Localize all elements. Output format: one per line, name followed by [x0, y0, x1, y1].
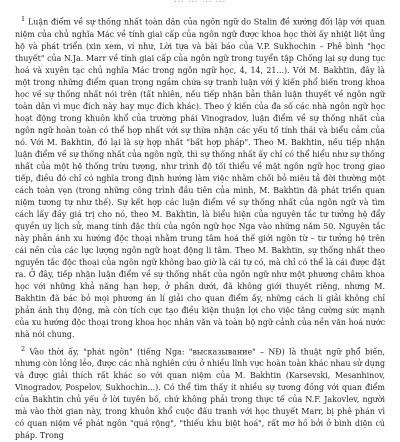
footnote-marker-2: 2 [21, 344, 26, 353]
footnotes-area [15, 13, 385, 442]
running-title: ... ... ... ... [174, 0, 226, 5]
footnote-1 [15, 13, 385, 341]
footnote-1-text: Luận điểm về sự thống nhất toàn dân của ngôn ngữ do Stalin đề xướng đối lập với quan niệm của chủ nghĩa Mác về tính giai cấp của ngôn ngữ được khoa học thời ấy nhiệt liệt ủng hộ và phát triển (xin xem, ví như, Lời tựa và bài báo của V.P. Sukhochin – Phê bình "học thuyết" của N.Ja. Marr về tính giai cấp của ngôn ngữ trong tuyển tập Chống lại sự dung tục hoá và xuyên tạc chủ nghĩa Mác trong ngôn ngữ học, 4, 14, 21...). Với M. Bakhtin, đây là một trong những điểm quan trọng ngầm chứa sự tranh luận với ý kiến phổ biến trong khoa học về sự thống nhất nói trên (tất nhiên, nếu tiếp nhận bản thân luận thuyết về ngôn ngữ toàn dân vì mục đích này hay mục đích khác). Theo ý kiến của đa số các nhà ngôn ngữ học hoạt động trong khuôn khổ của trường phái Vinogradov, luận điểm về sự thống nhất của ngôn ngữ hoàn toàn có thể hợp nhất với sự thừa nhận các yếu tố tính thái và biểu cảm của nó. Với M. Bakhtin, đó lại là sự hợp nhất "bất hợp pháp". Theo M. Bakhtin, nếu tiếp nhận luận điểm về sự thống nhất của ngôn ngữ, thì sự thống nhất ấy chỉ có thể hiểu như sự thống nhất của một hệ thống trừu tượng, như trình độ tối thiểu về mặt ngôn ngữ học trong giao tiếp, điều đó chỉ có nghĩa trong định hướng làm việc nhằm chối bỏ miêu tả đời thường một cách toàn vẹn (trong những công trình đầu tiên của mình, M. Bakhtin đã phát triển quan niệm tương tự như thế). Sự kết hợp các luận điểm về sự thống nhất của ngôn ngữ và tìm cách lấy đầy giá trị cho nó, theo M. Bakhtin, là biểu hiện của nguyên tắc tư tưởng hệ đẩy quyền uy lịch sử, mang tính đặc thù của ngôn ngữ học Nga vào những năm 50. Nguyên tắc này phản ánh xu hướng độc thoại nhằm trung tâm hoá thế giới ngôn từ – tư tưởng hệ trên cái nền của các lực lượng ngôn ngữ hoạt động li tâm. Theo M. Bakhtin, sự thống nhất theo nguyên tắc độc thoại của ngôn ngữ không bao giờ là cái tự có, mà chỉ có thể là cái được đặt ra. Ở đây, tiếp nhận luận điểm về sự thống nhất của ngôn ngữ như một phương châm khoa học với những khả năng hạn hẹp, ở phần dưới, đã không giới thuyết riêng, nhưng M. Bakhtin đã bác bỏ mọi phương án lí giải cho quan điểm ấy, những cách lí giải không chỉ phản ánh thụ động, mà còn tích cực tạo điều kiện thuận lợi cho việc tăng cường sức mạnh của xu hướng độc thoại trong khoa học nhân văn và toàn bộ ngữ cảnh của nền văn hoá nước nhà nói chung. [15, 17, 385, 339]
running-header [0, 0, 400, 9]
footnote-marker-1: 1 [21, 15, 26, 23]
footnote-2-text: Vào thời ấy, "phát ngôn" (tiếng Nga: "высказывание" – NĐ) là thuật ngữ phổ biến, nhưng còn lỏng lẻo, được các nhà nghiên cứu ở nhiều lĩnh vực hoàn toàn khác nhau sử dụng và được giải thích rất khác so với quan niệm của M. Bakhtin (Karsevski, Mesanhinov, Vinogradov, Pospelov, Sukhochin...). Có thể tìm thấy ít nhiều sự tương đồng với quan điểm của Bakhtin chủ yếu ở lời tuyên bố, chứ không phải trong thực tế của N.F. Jakovlev, người mà vào thời gian này, trong khuôn khổ cuộc đấu tranh với học thuyết Marr, bị phê phán vì có quan niệm về phát ngôn "quá rộng", "thiếu khu biệt hoá", rất mơ hồ bởi ở bình diện cú pháp. Trong [15, 347, 385, 441]
footnote-2 [15, 343, 385, 442]
